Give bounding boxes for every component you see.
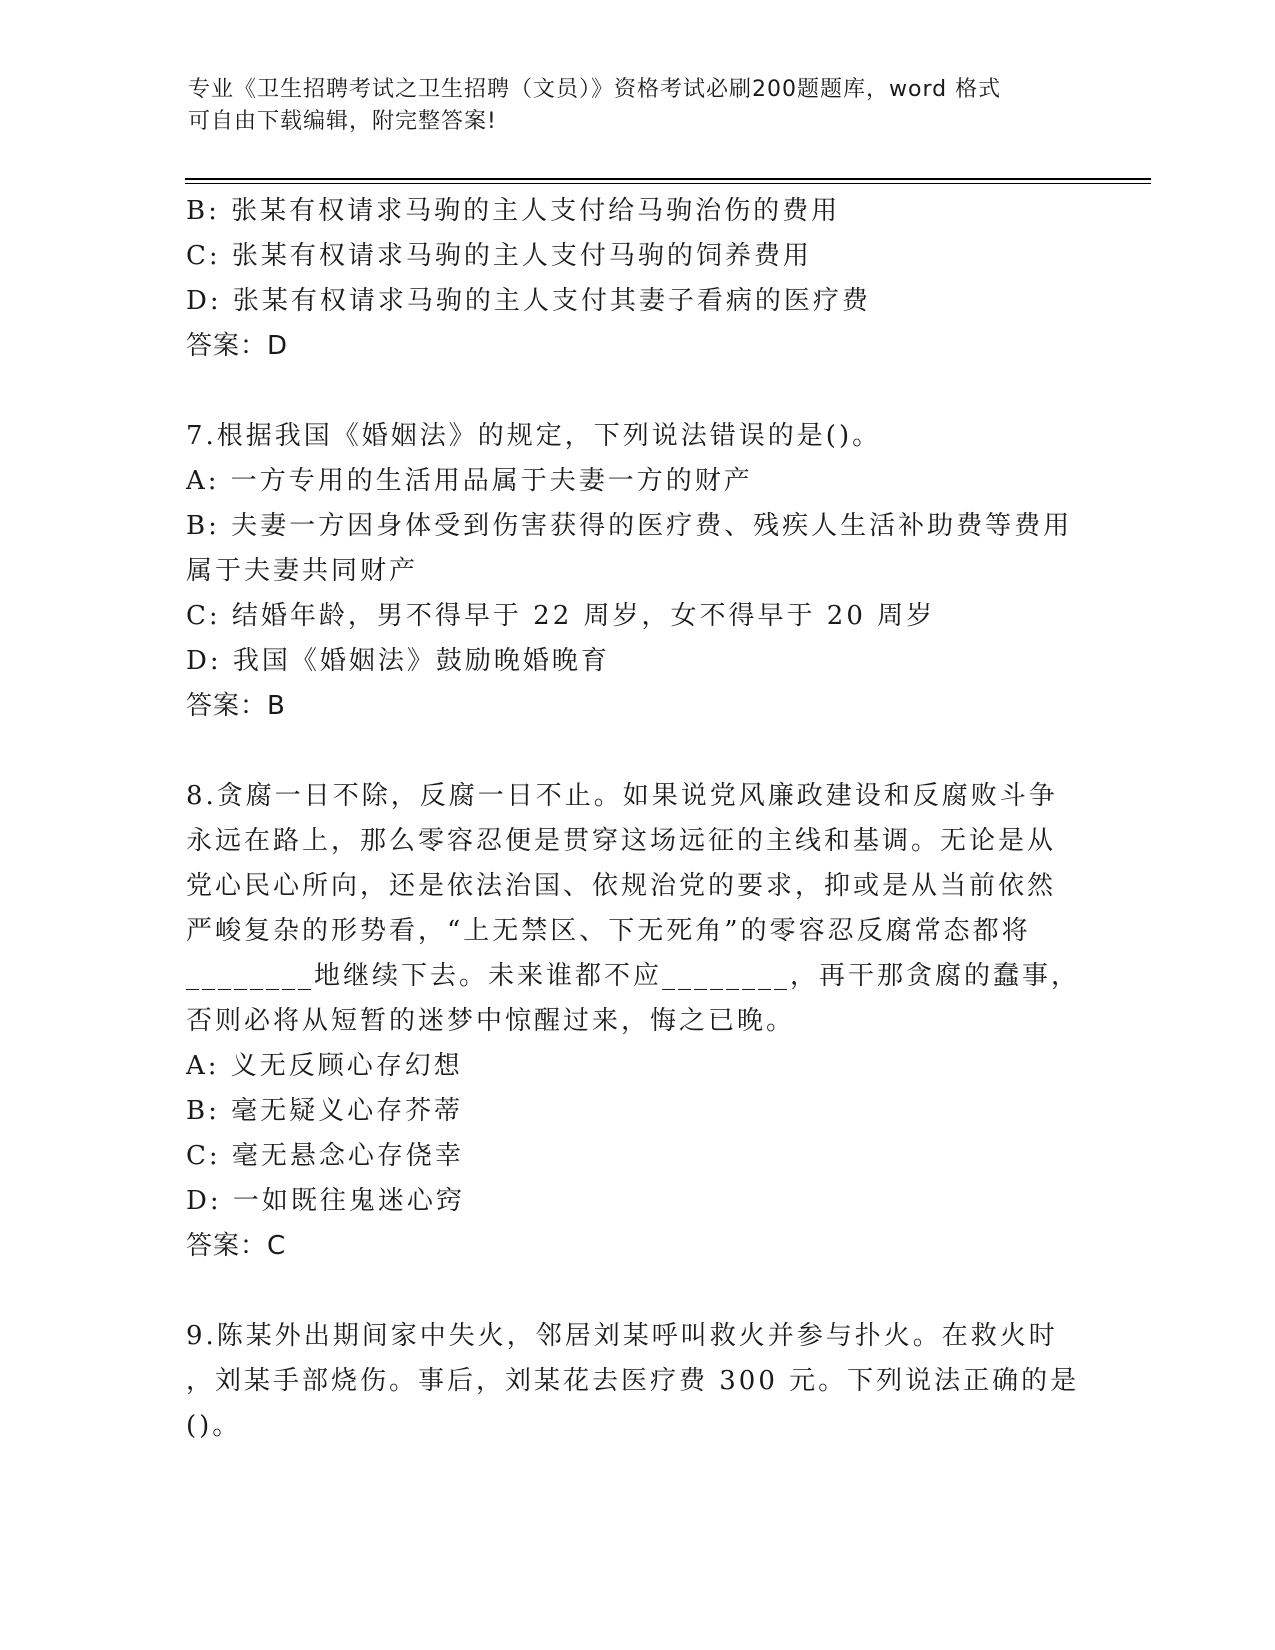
question-stem: ()。 xyxy=(186,1411,242,1441)
answer: 答案：C xyxy=(186,1231,287,1261)
option-c: C: 张某有权请求马驹的主人支付马驹的饲养费用 xyxy=(186,241,812,271)
header-rule-thin xyxy=(185,183,1151,184)
header-line-1: 专业《卫生招聘考试之卫生招聘（文员）》资格考试必刷200题题库，word 格式 xyxy=(188,77,1002,102)
option-c: C: 结婚年龄，男不得早于 22 周岁，女不得早于 20 周岁 xyxy=(186,601,936,631)
question-stem: 7.根据我国《婚姻法》的规定，下列说法错误的是()。 xyxy=(186,421,882,451)
question-6 xyxy=(186,189,1086,369)
option-d: D: 一如既往鬼迷心窍 xyxy=(186,1186,465,1216)
question-stem: 永远在路上，那么零容忍便是贯穿这场远征的主线和基调。无论是从 xyxy=(186,826,1057,856)
option-b: B: 毫无疑义心存芥蒂 xyxy=(186,1096,464,1126)
option-b: B: 夫妻一方因身体受到伤害获得的医疗费、残疾人生活补助费等费用 xyxy=(186,511,1073,541)
question-stem: 严峻复杂的形势看，“上无禁区、下无死角”的零容忍反腐常态都将 xyxy=(186,916,1031,946)
document-body xyxy=(186,189,1086,1449)
option-d: D: 张某有权请求马驹的主人支付其妻子看病的医疗费 xyxy=(186,286,871,316)
document-header xyxy=(188,74,1088,138)
answer: 答案：D xyxy=(186,331,289,361)
question-stem: 9.陈某外出期间家中失火，邻居刘某呼叫救火并参与扑火。在救火时 xyxy=(186,1321,1058,1351)
question-8 xyxy=(186,774,1086,1269)
answer: 答案：B xyxy=(186,691,286,721)
question-stem: ，刘某手部烧伤。事后，刘某花去医疗费 300 元。下列说法正确的是 xyxy=(186,1366,1080,1396)
option-a: A: 义无反顾心存幻想 xyxy=(186,1051,463,1081)
question-7 xyxy=(186,414,1086,729)
header-rule-thick xyxy=(185,178,1151,180)
option-d: D: 我国《婚姻法》鼓励晚婚晚育 xyxy=(186,646,610,676)
option-c: C: 毫无悬念心存侥幸 xyxy=(186,1141,464,1171)
header-line-2: 可自由下载编辑，附完整答案! xyxy=(188,109,497,134)
question-stem: 8.贪腐一日不除，反腐一日不止。如果说党风廉政建设和反腐败斗争 xyxy=(186,781,1058,811)
question-9 xyxy=(186,1314,1086,1449)
question-stem: 否则必将从短暂的迷梦中惊醒过来，悔之已晚。 xyxy=(186,1006,796,1036)
option-b-continued: 属于夫妻共同财产 xyxy=(186,556,419,586)
option-b: B: 张某有权请求马驹的主人支付给马驹治伤的费用 xyxy=(186,196,841,226)
option-a: A: 一方专用的生活用品属于夫妻一方的财产 xyxy=(186,466,753,496)
question-stem: ________地继续下去。未来谁都不应________，再干那贪腐的蠢事， xyxy=(186,961,1081,991)
question-stem: 党心民心所向，还是依法治国、依规治党的要求，抑或是从当前依然 xyxy=(186,871,1057,901)
